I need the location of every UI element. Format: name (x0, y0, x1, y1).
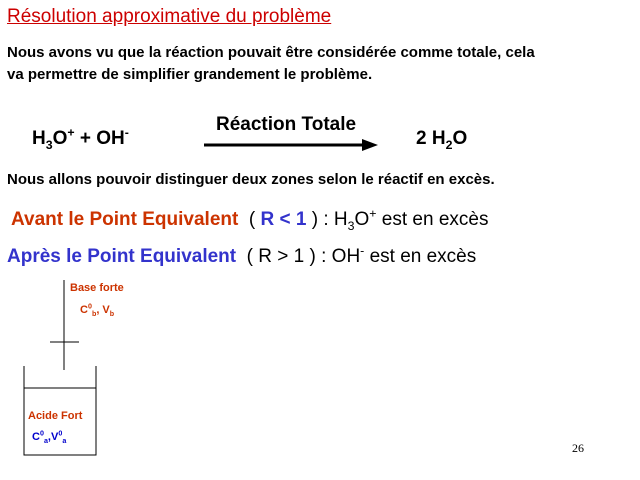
apres-title: Après le Point Equivalent (7, 246, 237, 267)
h3o-h: H (32, 128, 46, 149)
avant-sub: 3 (347, 218, 355, 233)
oh-charge: - (124, 125, 129, 140)
product-sub: 2 (445, 137, 453, 152)
plus-oh: + OH (74, 128, 125, 149)
zones-intro: Nous allons pouvoir distinguer deux zones selon le réactif en excès. (7, 171, 495, 188)
apres-point-equivalent (7, 243, 477, 268)
acid-c-sub: a (43, 437, 48, 446)
base-c: C (80, 304, 88, 316)
h3o-charge: + (67, 125, 75, 140)
product-o: O (452, 128, 468, 149)
base-v: , V (96, 304, 110, 316)
intro-line-1: Nous avons vu que la réaction pouvait être considérée comme totale, cela (7, 44, 535, 61)
base-forte-label: Base forte (70, 282, 124, 294)
avant-title: Avant le Point Equivalent (11, 209, 239, 230)
avant-cond-open: ( (248, 209, 261, 230)
apres-condition: ( R > 1 ) : OH (246, 246, 361, 267)
acid-c: C (32, 431, 40, 443)
avant-charge: + (369, 206, 377, 221)
product-2h: 2 H (416, 128, 446, 149)
h3o-o: O (52, 128, 68, 149)
h3o-sub: 3 (45, 137, 53, 152)
acid-concentration (32, 429, 67, 446)
reaction-label: Réaction Totale (216, 114, 357, 135)
apres-charge: - (360, 243, 365, 258)
acid-c-sup: 0 (39, 429, 44, 438)
acid-v-sub: a (62, 437, 67, 446)
acid-v: ,V (47, 431, 59, 443)
reaction-arrowhead (362, 139, 378, 151)
base-v-sub: b (109, 310, 115, 319)
page-number: 26 (572, 441, 584, 455)
avant-point-equivalent (11, 206, 489, 233)
apres-tail: est en excès (364, 246, 477, 267)
avant-cond-close: ) : H (306, 209, 348, 230)
avant-o: O (354, 209, 370, 230)
avant-condition: R < 1 (260, 209, 307, 230)
base-c-sub: b (91, 310, 97, 319)
acid-v-sup: 0 (58, 429, 63, 438)
base-concentration (80, 302, 115, 319)
acide-fort-label: Acide Fort (28, 410, 83, 422)
intro-line-2: va permettre de simplifier grandement le problème. (7, 66, 373, 83)
slide-title: Résolution approximative du problème (7, 6, 332, 27)
avant-tail: est en excès (376, 209, 489, 230)
base-c-sup: 0 (87, 302, 92, 311)
